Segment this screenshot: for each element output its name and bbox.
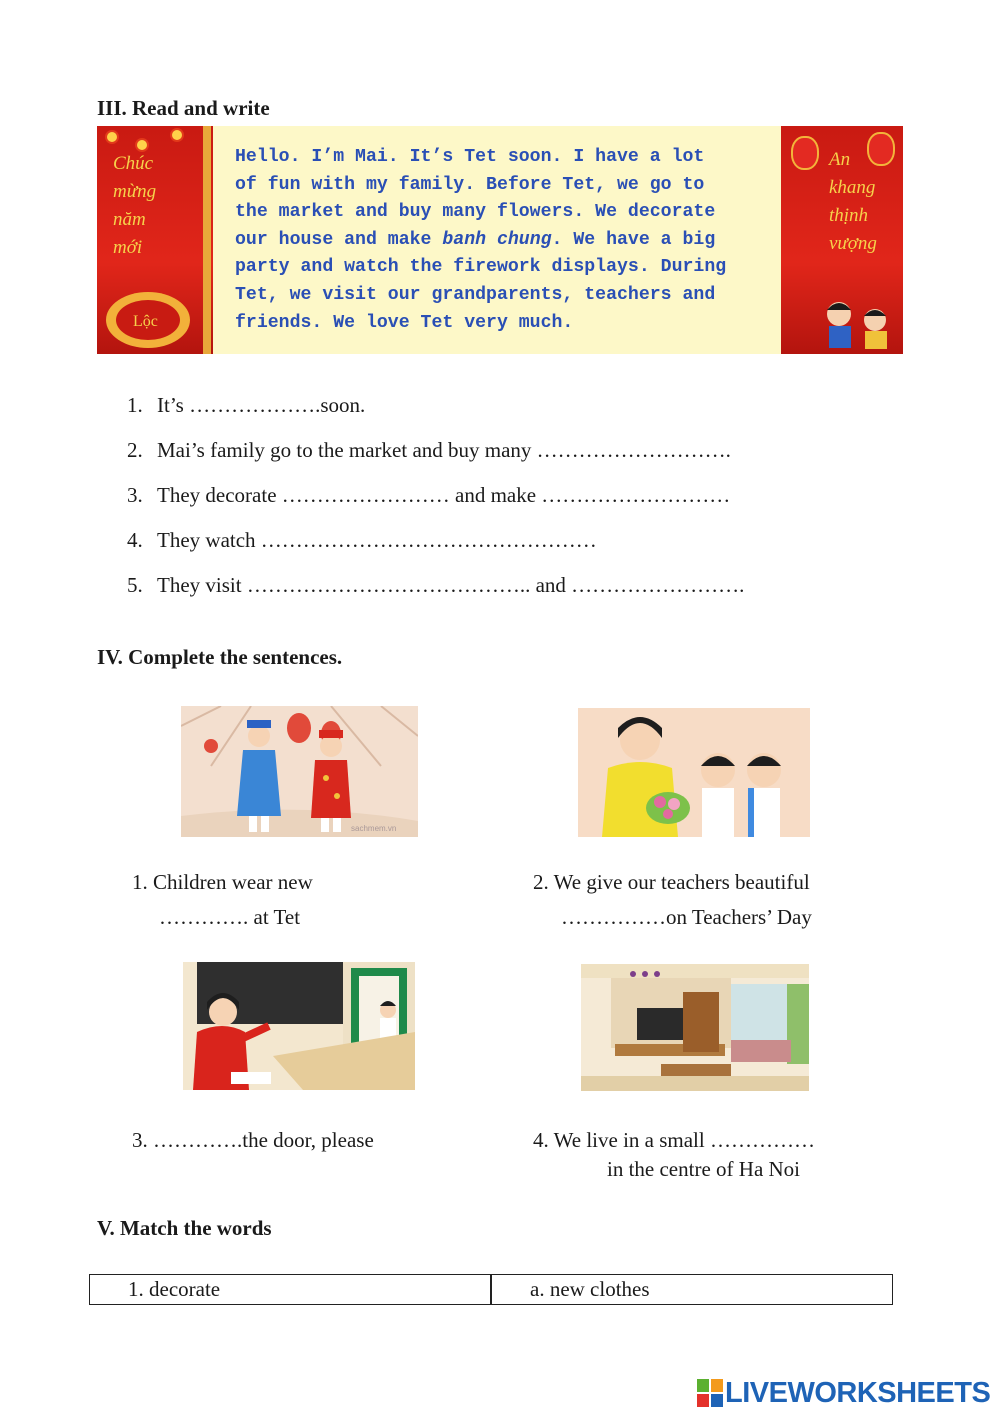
story-line: party and watch the firework displays. During bbox=[235, 257, 727, 278]
question-4 bbox=[127, 528, 597, 553]
left-scroll-word: mới bbox=[113, 237, 143, 258]
section4-heading: IV. Complete the sentences. bbox=[97, 645, 343, 669]
watermark: sachmem.vn bbox=[351, 824, 397, 833]
story-line: friends. We love Tet very much. bbox=[235, 312, 574, 333]
match-left-cell: 1. decorate bbox=[128, 1277, 221, 1301]
question-text: They watch ………………………………………… bbox=[157, 528, 597, 552]
section5-heading: V. Match the words bbox=[97, 1216, 272, 1240]
lantern-icon bbox=[791, 136, 819, 170]
blossom-icon bbox=[172, 130, 182, 140]
right-scroll-word: thịnh bbox=[829, 205, 869, 226]
banner-left-scroll bbox=[97, 126, 213, 354]
story-banner bbox=[97, 126, 903, 354]
complete-2-line2: ……………on Teachers’ Day bbox=[561, 905, 812, 929]
complete-1-line1: 1. Children wear new bbox=[132, 870, 313, 894]
complete-4-line2: in the centre of Ha Noi bbox=[607, 1157, 801, 1181]
story-text bbox=[235, 144, 775, 337]
story-line: of fun with my family. Before Tet, we go to bbox=[235, 174, 705, 195]
match-right-cell: a. new clothes bbox=[530, 1277, 650, 1301]
question-text: They decorate …………………… and make ……………………… bbox=[157, 483, 731, 507]
complete-4-line1: 4. We live in a small …………… bbox=[533, 1128, 815, 1152]
question-number: 1. bbox=[127, 393, 143, 417]
svg-text:Lộc: Lộc bbox=[133, 313, 158, 330]
story-line: Hello. I’m Mai. It’s Tet soon. I have a lot bbox=[235, 147, 705, 167]
story-line: Tet, we visit our grandparents, teachers and bbox=[235, 284, 716, 305]
left-scroll-word: mừng bbox=[113, 181, 157, 202]
question-3 bbox=[127, 483, 730, 508]
blossom-icon bbox=[137, 140, 147, 150]
teacher-door-illustration bbox=[183, 962, 415, 1090]
table-divider bbox=[490, 1275, 492, 1304]
section3-heading: III. Read and write bbox=[97, 96, 270, 120]
blossom-icon bbox=[107, 132, 117, 142]
ao-dai-children-illustration bbox=[181, 706, 418, 837]
liveworksheets-logo-icon bbox=[697, 1379, 723, 1407]
living-room-illustration bbox=[581, 964, 809, 1091]
story-line: our house and make bbox=[235, 229, 443, 250]
story-line: the market and buy many flowers. We decorate bbox=[235, 202, 716, 223]
question-number: 2. bbox=[127, 438, 143, 462]
question-number: 4. bbox=[127, 528, 143, 552]
children-icon bbox=[811, 294, 901, 352]
question-5 bbox=[127, 573, 744, 598]
match-table bbox=[89, 1274, 893, 1305]
complete-2-line1: 2. We give our teachers beautiful bbox=[533, 870, 810, 894]
left-scroll-word: năm bbox=[113, 209, 146, 230]
liveworksheets-logo[interactable] bbox=[697, 1375, 990, 1411]
question-text: Mai’s family go to the market and buy many ………………………. bbox=[157, 438, 731, 462]
question-number: 5. bbox=[127, 573, 143, 597]
lucky-emblem-icon bbox=[103, 288, 193, 350]
question-text: It’s ……………….soon. bbox=[157, 393, 366, 417]
question-number: 3. bbox=[127, 483, 143, 507]
teacher-flowers-illustration bbox=[578, 708, 810, 837]
right-scroll-word: khang bbox=[829, 177, 876, 198]
question-text: They visit ………………………………….. and ……………………. bbox=[157, 573, 745, 597]
right-scroll-word: vượng bbox=[829, 233, 877, 254]
complete-1-line2: …………. at Tet bbox=[159, 905, 301, 929]
complete-3-line1: 3. ………….the door, please bbox=[132, 1128, 374, 1152]
left-scroll-word: Chúc bbox=[113, 153, 154, 174]
story-emphasis: banh chung bbox=[442, 229, 552, 250]
banner-border bbox=[203, 126, 211, 354]
right-scroll-word: An bbox=[829, 149, 851, 170]
logo-text: LIVEWORKSHEETS bbox=[725, 1376, 991, 1409]
story-line: . We have a big bbox=[551, 229, 716, 250]
question-1 bbox=[127, 393, 365, 418]
banner-right-scroll bbox=[781, 126, 903, 354]
question-2 bbox=[127, 438, 731, 463]
